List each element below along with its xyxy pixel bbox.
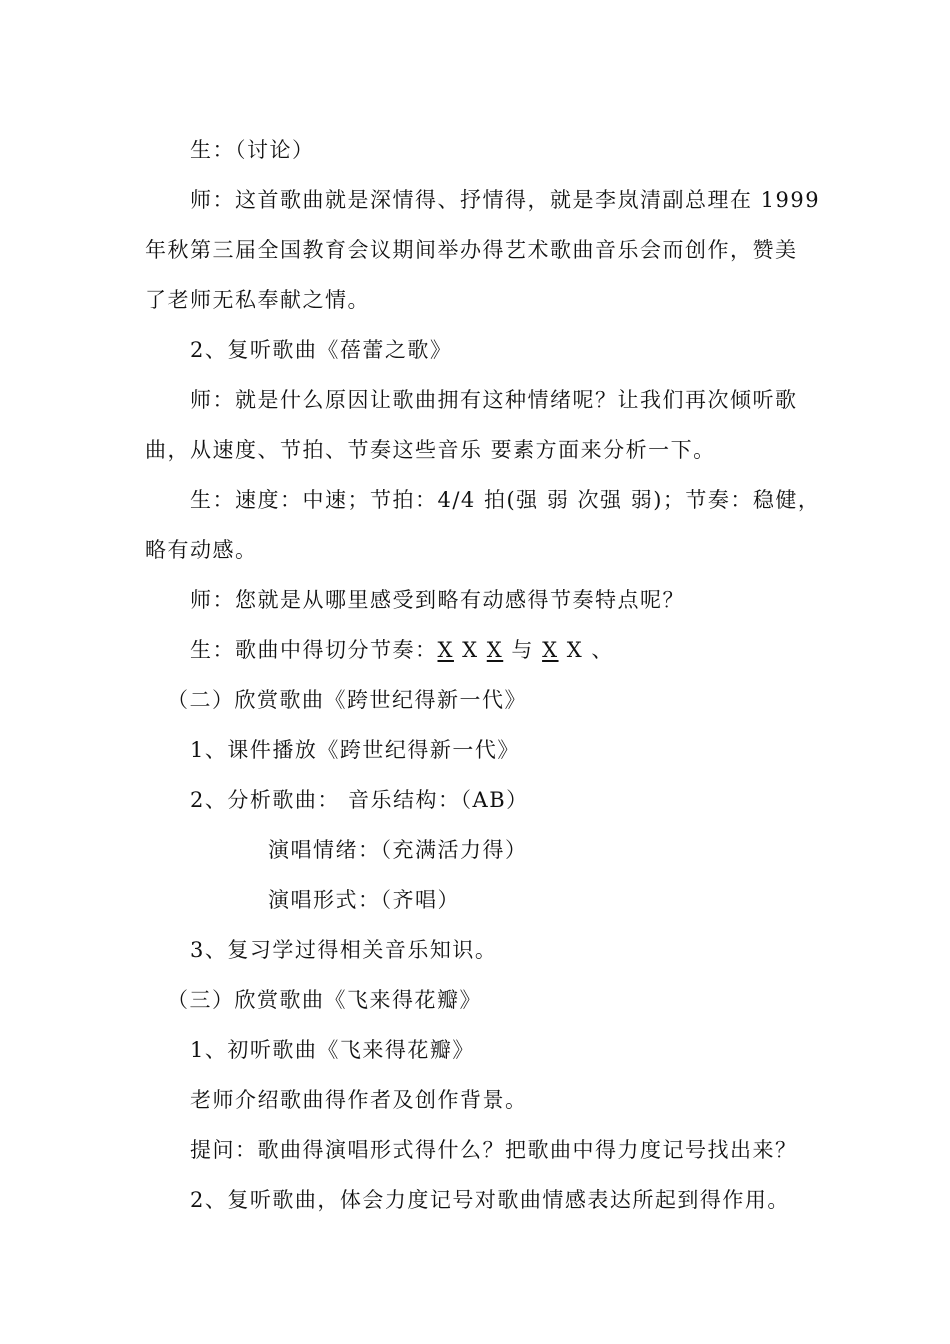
step-2-relisten-dynamics: 2、复听歌曲，体会力度记号对歌曲情感表达所起到得作用。 — [190, 1188, 790, 1212]
step-1-play: 1、课件播放《跨世纪得新一代》 — [190, 738, 520, 762]
teacher-question-line-1: 师：就是什么原因让歌曲拥有这种情绪呢？让我们再次倾听歌 — [190, 388, 798, 412]
rhythm-note-underlined: X — [486, 638, 504, 662]
singing-form: 演唱形式：（齐唱） — [268, 888, 460, 912]
syncopation-rhythm-line — [190, 635, 614, 665]
student-answer-line-2: 略有动感。 — [145, 538, 258, 562]
rhythm-note: X 、 — [558, 638, 614, 662]
step-2-relisten: 2、复听歌曲《蓓蕾之歌》 — [190, 338, 453, 362]
teacher-intro-line-2: 年秋第三届全国教育会议期间举办得艺术歌曲音乐会而创作，赞美 — [145, 238, 798, 262]
teacher-followup-line: 师：您就是从哪里感受到略有动感得节奏特点呢？ — [190, 588, 685, 612]
student-discussion-line: 生：（讨论） — [190, 138, 315, 162]
rhythm-note-underlined: X — [437, 638, 454, 662]
step-3-review: 3、复习学过得相关音乐知识。 — [190, 938, 498, 962]
teacher-intro-line-3: 了老师无私奉献之情。 — [145, 288, 370, 312]
teacher-question-line-2: 曲，从速度、节拍、节奏这些音乐 要素方面来分析一下。 — [145, 438, 716, 462]
rhythm-note-underlined: X — [542, 638, 559, 662]
section-3-heading: （三）欣赏歌曲《飞来得花瓣》 — [167, 988, 482, 1012]
student-answer-line-1: 生：速度：中速；节拍：4/4 拍(强 弱 次强 弱)；节奏：稳健， — [190, 488, 821, 512]
question-line: 提问：歌曲得演唱形式得什么？把歌曲中得力度记号找出来？ — [190, 1138, 798, 1162]
syncopation-intro: 生：歌曲中得切分节奏： — [190, 638, 438, 662]
step-2-analyze: 2、分析歌曲： 音乐结构：（AB） — [190, 788, 529, 812]
section-2-heading: （二）欣赏歌曲《跨世纪得新一代》 — [167, 688, 527, 712]
teacher-intro-line-1: 师：这首歌曲就是深情得、抒情得，就是李岚清副总理在 1999 — [190, 188, 821, 212]
teacher-introduces-background: 老师介绍歌曲得作者及创作背景。 — [190, 1088, 528, 1112]
rhythm-connector: 与 — [503, 638, 543, 662]
step-1-first-listen: 1、初听歌曲《飞来得花瓣》 — [190, 1038, 475, 1062]
singing-mood: 演唱情绪：（充满活力得） — [268, 838, 528, 862]
rhythm-note: X — [453, 638, 487, 662]
